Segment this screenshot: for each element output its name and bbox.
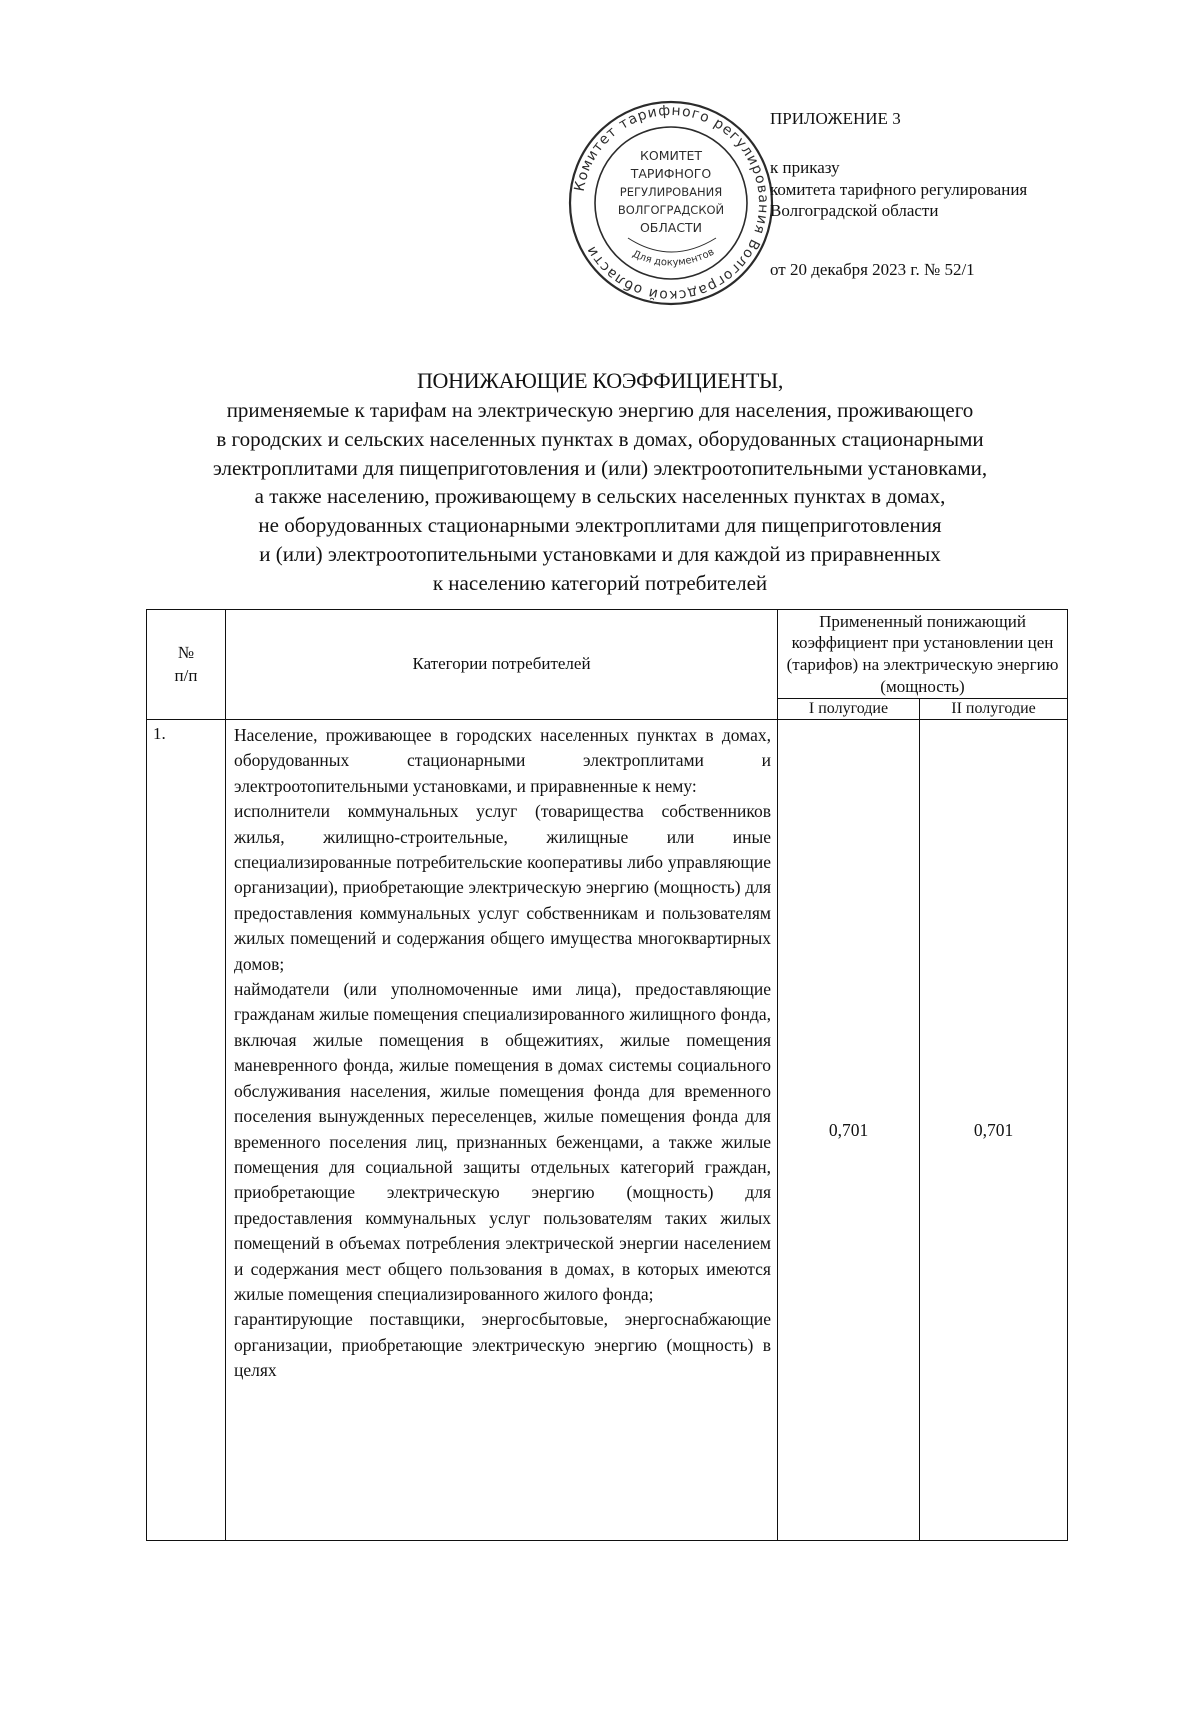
table-header-row	[147, 610, 1068, 699]
seal-line-2: ТАРИФНОГО	[630, 166, 712, 181]
row-half1-value: 0,701	[778, 720, 920, 1541]
title-line-6: и (или) электроотопительными установками и для каждой из приравненных	[259, 541, 941, 566]
title-line-7: к населению категорий потребителей	[432, 570, 768, 595]
header-half2-cell: II полугодие	[920, 699, 1068, 720]
title-line-5: не оборудованных стационарными электроплитами для пищеприготовления	[258, 513, 942, 538]
header-number-symbol: №	[177, 643, 195, 663]
header-coefficient-cell: Примененный понижающий коэффициент при установлении цен (тарифов) на электрическую энергию (мощность)	[778, 610, 1068, 699]
header-number-abbr: п/п	[174, 665, 198, 685]
seal-line-1: КОМИТЕТ	[639, 148, 703, 163]
coefficients-table	[146, 609, 1068, 1541]
header-category-cell: Категории потребителей	[226, 610, 778, 720]
row-half2-value: 0,701	[920, 720, 1068, 1541]
row-number-cell: 1.	[147, 720, 226, 1541]
header-number-cell	[147, 610, 226, 720]
row-category-cell	[226, 720, 778, 1541]
seal-outer-text: Комитет тарифного регулирования Волгоградской области	[571, 102, 772, 304]
title-line-4: а также населению, проживающему в сельских населенных пунктах в домах,	[254, 484, 946, 509]
committee-name: комитета тарифного регулирования	[770, 179, 1028, 199]
appendix-header	[770, 108, 1170, 280]
appendix-number: ПРИЛОЖЕНИЕ 3	[770, 109, 901, 128]
header-half1-cell: I полугодие	[778, 699, 920, 720]
document-title	[100, 366, 1100, 597]
title-line-1: применяемые к тарифам на электрическую энергию для населения, проживающего	[226, 398, 974, 423]
seal-line-5: ОБЛАСТИ	[639, 220, 703, 235]
seal-line-4: ВОЛГОГРАДСКОЙ	[617, 203, 725, 217]
category-paragraph-4: гарантирующие поставщики, энергосбытовые, энергоснабжающие организации, приобретающие электрическую энергию (мощность) в целях	[234, 1309, 771, 1381]
title-line-2: в городских и сельских населенных пунктах в домах, оборудованных стационарными	[216, 426, 984, 451]
seal-bottom-text: Для документов	[630, 246, 717, 269]
svg-text:Для документов	[631, 246, 717, 268]
title-line-3: электроплитами для пищеприготовления и (или) электроотопительными установками,	[212, 455, 988, 480]
row-category-text	[226, 720, 777, 1540]
category-paragraph-2: исполнители коммунальных услуг (товарищества собственников жилья, жилищно-строительные, жилищные или иные специализированные потребительские кооперативы либо управляющие организации), приобретающие электрическую энергию (мощность) для предоставления коммунальных услуг собственникам и пользователям жилых помещений и содержания общего имущества многоквартирных домов;	[234, 801, 771, 974]
order-date-number: от 20 декабря 2023 г. № 52/1	[770, 260, 975, 279]
to-order-label: к приказу	[770, 158, 840, 178]
seal-line-3: РЕГУЛИРОВАНИЯ	[619, 185, 723, 199]
table-row	[147, 720, 1068, 1541]
region-name: Волгоградской области	[770, 200, 939, 220]
title-main: ПОНИЖАЮЩИЕ КОЭФФИЦИЕНТЫ,	[416, 368, 784, 393]
category-paragraph-1: Население, проживающее в городских населенных пунктах в домах, оборудованных стационарными электроплитами и электроотопительными установками, и приравненные к нему:	[234, 725, 771, 796]
category-paragraph-3: наймодатели (или уполномоченные ими лица), предоставляющие гражданам жилые помещения специализированного жилищного фонда, включая жилые помещения в общежитиях, жилые помещения маневренного фонда, жилые помещения в домах системы социального обслуживания населения, жилые помещения фонда для временного поселения вынужденных переселенцев, жилые помещения фонда для временного поселения лиц, признанных беженцами, а также жилые помещения для социальной защиты отдельных категорий граждан, приобретающие электрическую энергию (мощность) для предоставления коммунальных услуг пользователям таких жилых помещений в объемах потребления электрической энергии населением и содержания мест общего пользования в домах, в которых имеются жилые помещения специализированного жилого фонда;	[234, 979, 771, 1304]
committee-seal	[566, 98, 776, 308]
